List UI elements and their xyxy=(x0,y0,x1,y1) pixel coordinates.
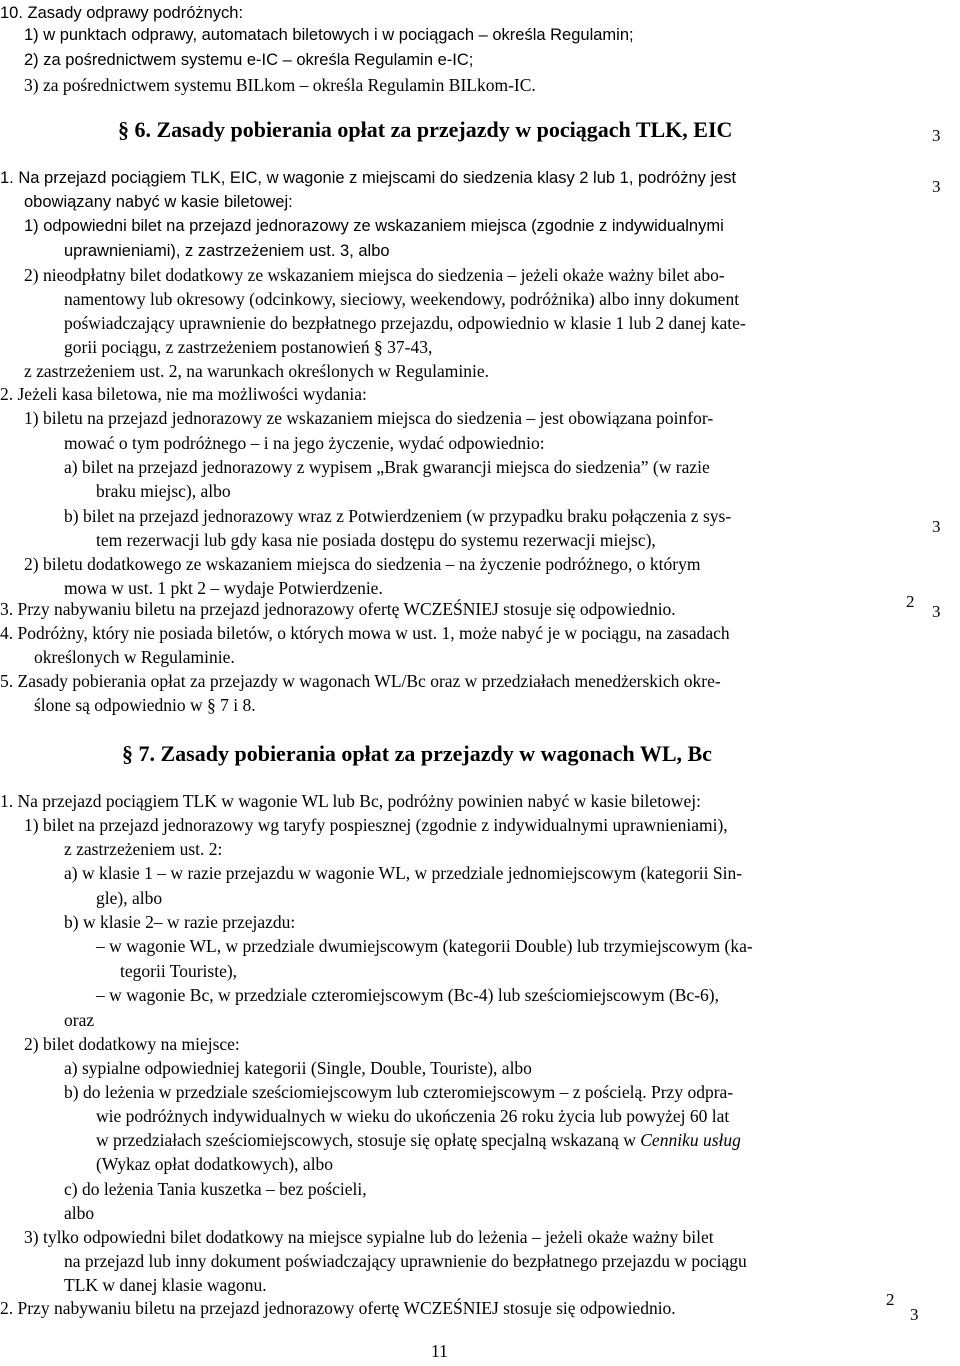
text-line: wie podróżnych indywidualnych w wieku do ukończenia 26 roku życia lub powyżej 60 lat xyxy=(96,1106,730,1126)
text-line: 2) biletu dodatkowego ze wskazaniem miejsca do siedzenia – na życzenie podróżnego, o którym xyxy=(24,554,701,574)
text-line: z zastrzeżeniem ust. 2, na warunkach określonych w Regulaminie. xyxy=(24,361,490,381)
text-line: albo xyxy=(64,1203,95,1223)
margin-mark: 3 xyxy=(932,126,941,145)
text-line: uprawnieniami), z zastrzeżeniem ust. 3, albo xyxy=(64,242,390,260)
text-line: oraz xyxy=(64,1010,95,1030)
text-line: 1) biletu na przejazd jednorazowy ze wskazaniem miejsca do siedzenia – jest obowiązana poinfor- xyxy=(24,408,714,428)
text-line: a) sypialne odpowiedniej kategorii (Single, Double, Touriste), albo xyxy=(64,1058,532,1078)
text-line: b) bilet na przejazd jednorazowy wraz z Potwierdzeniem (w przypadku braku połączenia z sys- xyxy=(64,506,732,526)
margin-mark: 2 xyxy=(906,592,915,611)
text-line: 3. Przy nabywaniu biletu na przejazd jednorazowy ofertę WCZEŚNIEJ stosuje się odpowiednio. xyxy=(0,599,676,619)
text-line: namentowy lub okresowy (odcinkowy, sieciowy, weekendowy, podróżnika) albo inny dokument xyxy=(64,289,740,309)
margin-mark: 3 xyxy=(910,1305,919,1324)
text-line: 2) za pośrednictwem systemu e-IC – określa Regulamin e-IC; xyxy=(24,51,474,69)
text-line: tem rezerwacji lub gdy kasa nie posiada dostępu do systemu rezerwacji miejsc), xyxy=(96,530,656,550)
text-line: tegorii Touriste), xyxy=(120,961,238,981)
text-line: – w wagonie WL, w przedziale dwumiejscowym (kategorii Double) lub trzymiejscowym (ka- xyxy=(96,936,753,956)
text-line: 3) za pośrednictwem systemu BILkom – określa Regulamin BILkom-IC. xyxy=(24,75,536,95)
text-line: gle), albo xyxy=(96,888,163,908)
text-line: 2. Jeżeli kasa biletowa, nie ma możliwości wydania: xyxy=(0,384,367,404)
text-line: 4. Podróżny, który nie posiada biletów, o których mowa w ust. 1, może nabyć je w pociągu, na zasadach xyxy=(0,623,730,643)
section-heading: § 6. Zasady pobierania opłat za przejazdy w pociągach TLK, EIC xyxy=(118,117,733,142)
text-line: 10. Zasady odprawy podróżnych: xyxy=(0,4,244,22)
text-line: 2) bilet dodatkowy na miejsce: xyxy=(24,1034,240,1054)
text-line: 3) tylko odpowiedni bilet dodatkowy na miejsce sypialne lub do leżenia – jeżeli okaże ważny bilet xyxy=(24,1227,714,1247)
text-line: w przedziałach sześciomiejscowych, stosuje się opłatę specjalną wskazaną w Cenniku usług xyxy=(96,1130,741,1150)
text-line: 2. Przy nabywaniu biletu na przejazd jednorazowy ofertę WCZEŚNIEJ stosuje się odpowiednio. xyxy=(0,1298,676,1318)
margin-mark: 3 xyxy=(932,177,941,196)
text-line: 1) bilet na przejazd jednorazowy wg taryfy pospiesznej (zgodnie z indywidualnymi uprawnieniami), xyxy=(24,815,728,835)
text-line: z zastrzeżeniem ust. 2: xyxy=(64,839,223,859)
text-line: 5. Zasady pobierania opłat za przejazdy w wagonach WL/Bc oraz w przedziałach menedżerskich okre- xyxy=(0,671,721,691)
text-line: a) bilet na przejazd jednorazowy z wypisem „Brak gwarancji miejsca do siedzenia” (w razie xyxy=(64,457,710,477)
text-line: mowa w ust. 1 pkt 2 – wydaje Potwierdzenie. xyxy=(64,578,383,598)
text-line: c) do leżenia Tania kuszetka – bez pościeli, xyxy=(64,1179,367,1199)
text-line: określonych w Regulaminie. xyxy=(34,647,235,667)
text-line: na przejazd lub inny dokument poświadczający uprawnienie do bezpłatnego przejazdu w pociągu xyxy=(64,1251,747,1271)
text-line: 1) odpowiedni bilet na przejazd jednorazowy ze wskazaniem miejsca (zgodnie z indywidualnymi xyxy=(24,217,724,235)
text-line: gorii pociągu, z zastrzeżeniem postanowień § 37-43, xyxy=(64,337,433,357)
text-line: (Wykaz opłat dodatkowych), albo xyxy=(96,1154,334,1174)
text-line: a) w klasie 1 – w razie przejazdu w wagonie WL, w przedziale jednomiejscowym (kategorii Sin- xyxy=(64,863,743,883)
text-line: b) do leżenia w przedziale sześciomiejscowym lub czteromiejscowym – z pościelą. Przy odpra- xyxy=(64,1082,734,1102)
text-line: ślone są odpowiednio w § 7 i 8. xyxy=(34,695,256,715)
margin-mark: 3 xyxy=(932,517,941,536)
text-line: poświadczający uprawnienie do bezpłatnego przejazdu, odpowiednio w klasie 1 lub 2 danej kate- xyxy=(64,313,746,333)
section-heading: § 7. Zasady pobierania opłat za przejazdy w wagonach WL, Bc xyxy=(122,741,712,766)
text-line: 1) w punktach odprawy, automatach biletowych i w pociągach – określa Regulamin; xyxy=(24,26,634,44)
text-line: obowiązany nabyć w kasie biletowej: xyxy=(24,193,293,211)
text-line: 2) nieodpłatny bilet dodatkowy ze wskazaniem miejsca do siedzenia – jeżeli okaże ważny bilet abo- xyxy=(24,265,725,285)
text-line: – w wagonie Bc, w przedziale czteromiejscowym (Bc-4) lub sześciomiejscowym (Bc-6), xyxy=(96,985,719,1005)
text-line: b) w klasie 2– w razie przejazdu: xyxy=(64,912,296,932)
text-line: braku miejsc), albo xyxy=(96,481,231,501)
margin-mark: 2 xyxy=(886,1290,895,1309)
text-line: TLK w danej klasie wagonu. xyxy=(64,1275,267,1295)
margin-mark: 3 xyxy=(932,602,941,621)
text-line: 1. Na przejazd pociągiem TLK w wagonie WL lub Bc, podróżny powinien nabyć w kasie biletowej: xyxy=(0,791,701,811)
page-number: 11 xyxy=(431,1341,448,1361)
text-line: mować o tym podróżnego – i na jego życzenie, wydać odpowiednio: xyxy=(64,433,545,453)
text-line: 1. Na przejazd pociągiem TLK, EIC, w wagonie z miejscami do siedzenia klasy 2 lub 1, podróżny jest xyxy=(0,169,737,187)
